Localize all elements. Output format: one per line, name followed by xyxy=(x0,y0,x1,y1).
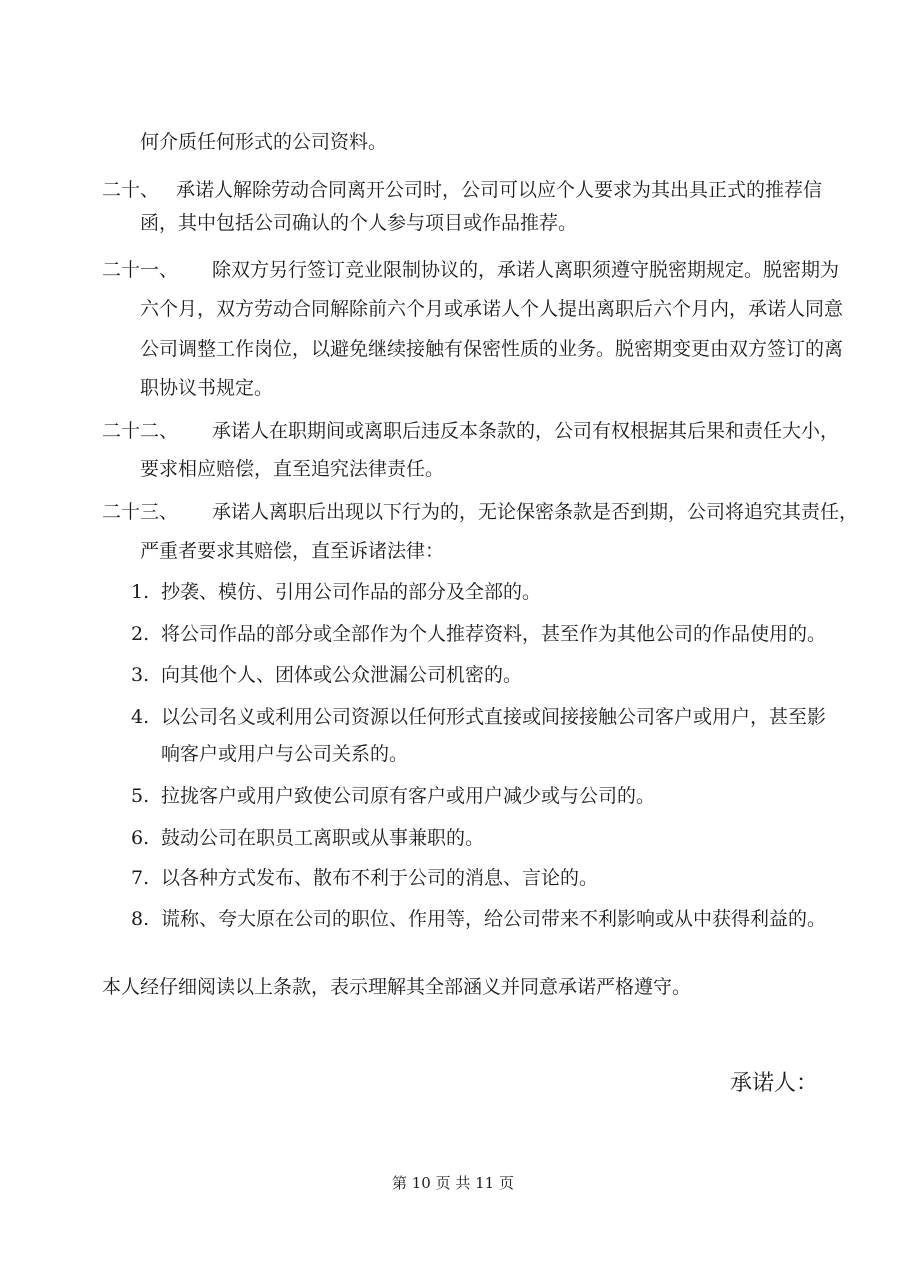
list-item-number: 5. xyxy=(131,785,150,807)
clause-21-line-1: 除双方另行签订竞业限制协议的，承诺人离职须遵守脱密期规定。脱密期为 xyxy=(212,259,840,281)
clause-21-line-2: 六个月，双方劳动合同解除前六个月或承诺人个人提出离职后六个月内，承诺人同意 xyxy=(140,298,844,320)
clause-23-line-2: 严重者要求其赔偿，直至诉诸法律： xyxy=(140,540,445,562)
list-item-text: 将公司作品的部分或全部作为个人推荐资料，甚至作为其他公司的作品使用的。 xyxy=(161,623,827,645)
acknowledgement-statement: 本人经仔细阅读以上条款，表示理解其全部涵义并同意承诺严格遵守。 xyxy=(102,976,692,998)
list-item-number: 7. xyxy=(131,867,150,889)
clause-20-line-1: 承诺人解除劳动合同离开公司时，公司可以应个人要求为其出具正式的推荐信 xyxy=(176,179,823,201)
list-item xyxy=(131,622,827,646)
list-item-number: 3. xyxy=(131,664,150,686)
list-item-number: 6. xyxy=(131,827,150,849)
clause-22-line-1: 承诺人在职期间或离职后违反本条款的，公司有权根据其后果和责任大小， xyxy=(212,420,840,442)
list-item-text: 谎称、夸大原在公司的职位、作用等，给公司带来不利影响或从中获得利益的。 xyxy=(161,908,827,930)
clause-22-line-2: 要求相应赔偿，直至追究法律责任。 xyxy=(140,458,445,480)
clause-22-number: 二十二、 xyxy=(102,420,179,442)
list-item-number: 8. xyxy=(131,908,150,930)
list-item-text: 抄袭、模仿、引用公司作品的部分及全部的。 xyxy=(161,581,542,603)
list-item-number: 1. xyxy=(131,581,150,603)
list-item-text: 以各种方式发布、散布不利于公司的消息、言论的。 xyxy=(161,867,599,889)
clause-23-line-1: 承诺人离职后出现以下行为的，无论保密条款是否到期，公司将追究其责任， xyxy=(212,501,859,523)
list-item-text: 拉拢客户或用户致使公司原有客户或用户减少或与公司的。 xyxy=(161,785,656,807)
clause-20-line-2: 函，其中包括公司确认的个人参与项目或作品推荐。 xyxy=(140,212,578,234)
list-item xyxy=(131,784,656,808)
list-item xyxy=(131,580,542,604)
list-item xyxy=(131,866,599,890)
page-footer: 第 10 页 共 11 页 xyxy=(391,1174,514,1192)
list-item-number: 4. xyxy=(131,706,150,728)
list-item-text: 向其他个人、团体或公众泄漏公司机密的。 xyxy=(161,664,523,686)
clause-23-number: 二十三、 xyxy=(102,501,179,523)
list-item-text: 以公司名义或利用公司资源以任何形式直接或间接接触公司客户或用户，甚至影 xyxy=(161,706,827,728)
clause-21-line-3: 公司调整工作岗位，以避免继续接触有保密性质的业务。脱密期变更由双方签订的离 xyxy=(140,338,844,360)
list-item-continuation: 响客户或用户与公司关系的。 xyxy=(161,743,409,765)
list-item-text: 鼓动公司在职员工离职或从事兼职的。 xyxy=(161,827,485,849)
clause-20-number: 二十、 xyxy=(102,179,160,201)
list-item xyxy=(131,663,523,687)
list-item xyxy=(131,705,827,729)
clause-21-number: 二十一、 xyxy=(102,259,179,281)
list-item xyxy=(131,907,827,931)
list-item-number: 2. xyxy=(131,623,150,645)
clause-19-continuation: 何介质任何形式的公司资料。 xyxy=(140,131,388,153)
signature-label: 承诺人： xyxy=(730,1071,819,1096)
list-item xyxy=(131,826,485,850)
clause-21-line-4: 职协议书规定。 xyxy=(140,377,274,399)
